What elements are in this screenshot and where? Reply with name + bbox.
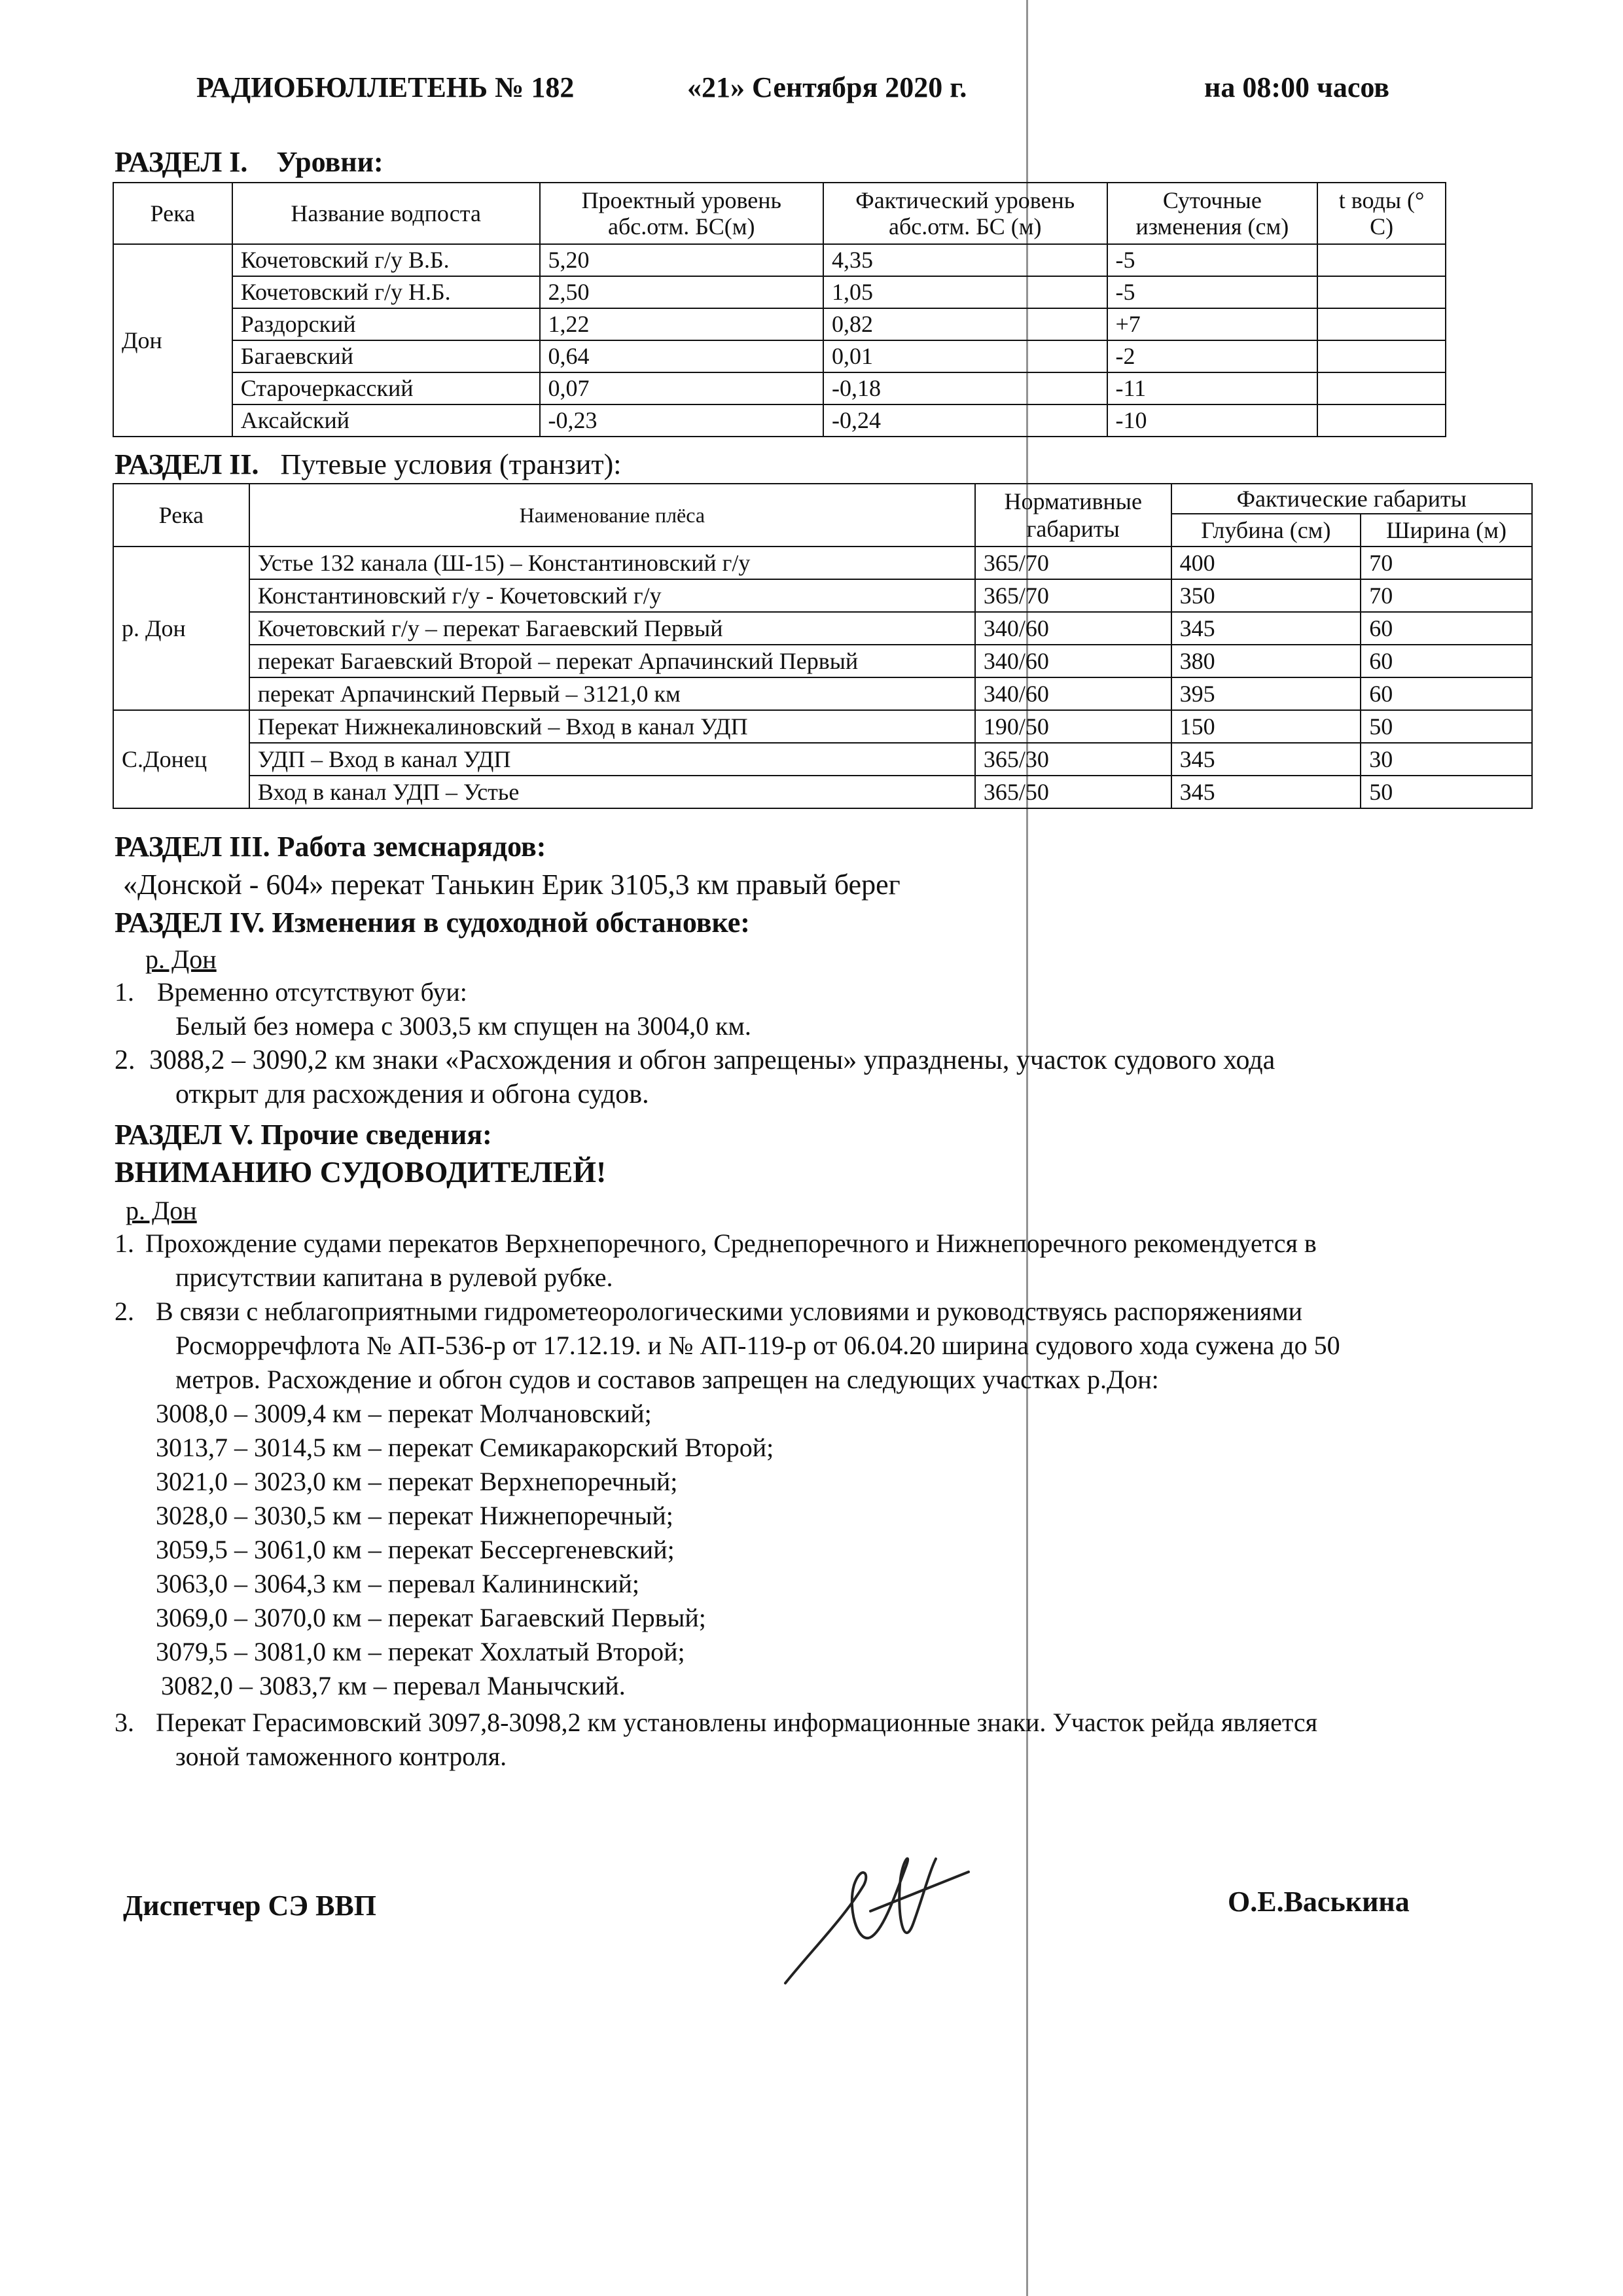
river-cell: С.Донец — [113, 710, 249, 808]
section5-item3-line1: Перекат Герасимовский 3097,8-3098,2 км установлены информационные знаки. Участок рейда является — [156, 1708, 1317, 1737]
depth-cell: 380 — [1171, 645, 1361, 677]
depth-cell: 345 — [1171, 743, 1361, 776]
section2-title: РАЗДЕЛ II. — [115, 448, 259, 480]
section3-title: РАЗДЕЛ III. Работа земснарядов: — [115, 831, 546, 863]
post-cell: Аксайский — [232, 404, 540, 437]
col-header-depth: Глубина (см) — [1171, 514, 1361, 547]
section2-heading — [115, 448, 622, 481]
table-row — [113, 645, 1532, 677]
width-cell: 60 — [1361, 677, 1532, 710]
depth-cell: 350 — [1171, 579, 1361, 612]
section5-item3-num: 3. — [115, 1708, 134, 1737]
design-cell: 5,20 — [540, 244, 823, 276]
temp-cell — [1317, 404, 1446, 437]
stretch-cell: Кочетовский г/у – перекат Багаевский Первый — [249, 612, 975, 645]
section5-item2-line3: метров. Расхождение и обгон судов и составов запрещен на следующих участках р.Дон: — [175, 1365, 1159, 1394]
width-cell: 60 — [1361, 612, 1532, 645]
table-row — [113, 612, 1532, 645]
depth-cell: 345 — [1171, 612, 1361, 645]
design-cell: -0,23 — [540, 404, 823, 437]
segment-line: 3028,0 – 3030,5 км – перекат Нижнепоречный; — [156, 1501, 673, 1530]
section5-item1-num: 1. — [115, 1229, 134, 1258]
stretch-cell: Перекат Нижнекалиновский – Вход в канал УДП — [249, 710, 975, 743]
table-row — [113, 372, 1446, 404]
depth-cell: 395 — [1171, 677, 1361, 710]
section4-item2-line2: открыт для расхождения и обгона судов. — [175, 1079, 649, 1109]
norm-cell: 340/60 — [975, 645, 1171, 677]
temp-cell — [1317, 244, 1446, 276]
col-header-design-level: Проектный уровень абс.отм. БС(м) — [540, 183, 823, 244]
section4-item1-detail: Белый без номера с 3003,5 км спущен на 3004,0 км. — [175, 1011, 751, 1041]
stretch-cell: перекат Арпачинский Первый – 3121,0 км — [249, 677, 975, 710]
post-cell: Багаевский — [232, 340, 540, 372]
actual-cell: 0,01 — [823, 340, 1107, 372]
dispatcher-name: О.Е.Васькина — [1228, 1886, 1410, 1918]
table-row — [113, 743, 1532, 776]
table-row — [113, 340, 1446, 372]
section4-item1-num: 1. — [115, 977, 134, 1007]
post-cell: Кочетовский г/у Н.Б. — [232, 276, 540, 308]
transit-table — [113, 483, 1533, 809]
bulletin-time: на 08:00 часов — [1204, 71, 1390, 103]
actual-cell: 0,82 — [823, 308, 1107, 340]
depth-cell: 345 — [1171, 776, 1361, 808]
change-cell: -5 — [1107, 244, 1318, 276]
design-cell: 0,07 — [540, 372, 823, 404]
segment-line: 3021,0 – 3023,0 км – перекат Верхнепоречный; — [156, 1467, 678, 1496]
actual-cell: -0,18 — [823, 372, 1107, 404]
attention-heading: ВНИМАНИЮ СУДОВОДИТЕЛЕЙ! — [115, 1155, 607, 1189]
norm-cell: 365/30 — [975, 743, 1171, 776]
col-header-daily-change: Суточные изменения (см) — [1107, 183, 1318, 244]
actual-cell: -0,24 — [823, 404, 1107, 437]
table-row — [113, 244, 1446, 276]
section2-subtitle: Путевые условия (транзит): — [280, 448, 622, 480]
section1-heading — [115, 145, 383, 179]
section4-river: р. Дон — [145, 944, 217, 974]
width-cell: 50 — [1361, 776, 1532, 808]
segment-line: 3082,0 – 3083,7 км – перевал Манычский. — [161, 1671, 626, 1700]
col-header-river: Река — [113, 183, 232, 244]
col-header-actual-level: Фактический уровень абс.отм. БС (м) — [823, 183, 1107, 244]
stretch-cell: Константиновский г/у - Кочетовский г/у — [249, 579, 975, 612]
design-cell: 0,64 — [540, 340, 823, 372]
segment-line: 3013,7 – 3014,5 км – перекат Семикаракорский Второй; — [156, 1433, 774, 1462]
table-header-row — [113, 484, 1532, 514]
table-row — [113, 404, 1446, 437]
stretch-cell: Вход в канал УДП – Устье — [249, 776, 975, 808]
stretch-cell: Устье 132 канала (Ш-15) – Константиновский г/у — [249, 547, 975, 579]
section4-item2-num: 2. — [115, 1045, 135, 1075]
temp-cell — [1317, 372, 1446, 404]
col-header-post: Название водпоста — [232, 183, 540, 244]
segment-line: 3069,0 – 3070,0 км – перекат Багаевский Первый; — [156, 1603, 706, 1632]
stretch-cell: УДП – Вход в канал УДП — [249, 743, 975, 776]
section3-text: «Донской - 604» перекат Танькин Ерик 3105,3 км правый берег — [123, 869, 901, 901]
section4-title: РАЗДЕЛ IV. Изменения в судоходной обстановке: — [115, 906, 750, 939]
section5-item2-line2: Росморречфлота № АП-536-р от 17.12.19. и № АП-119-р от 06.04.20 ширина судового хода сужена до 50 — [175, 1331, 1340, 1360]
segment-line: 3059,5 – 3061,0 км – перекат Бессергеневский; — [156, 1535, 675, 1564]
section4-item1: Временно отсутствуют буи: — [157, 977, 467, 1007]
signature-image — [772, 1846, 982, 1996]
col-header-river: Река — [113, 484, 249, 547]
segment-line: 3079,5 – 3081,0 км – перекат Хохлатый Второй; — [156, 1637, 685, 1666]
change-cell: +7 — [1107, 308, 1318, 340]
section1-title: РАЗДЕЛ I. — [115, 146, 248, 178]
norm-cell: 340/60 — [975, 677, 1171, 710]
depth-cell: 150 — [1171, 710, 1361, 743]
temp-cell — [1317, 340, 1446, 372]
width-cell: 60 — [1361, 645, 1532, 677]
segment-line: 3008,0 – 3009,4 км – перекат Молчановский; — [156, 1399, 652, 1428]
post-cell: Кочетовский г/у В.Б. — [232, 244, 540, 276]
width-cell: 50 — [1361, 710, 1532, 743]
col-header-width: Ширина (м) — [1361, 514, 1532, 547]
section5-item1-line1: Прохождение судами перекатов Верхнепоречного, Среднепоречного и Нижнепоречного рекомендуется в — [145, 1229, 1317, 1258]
levels-table — [113, 182, 1446, 437]
width-cell: 70 — [1361, 579, 1532, 612]
norm-cell: 190/50 — [975, 710, 1171, 743]
col-header-actual: Фактические габариты — [1171, 484, 1532, 514]
table-row — [113, 308, 1446, 340]
bulletin-title: РАДИОБЮЛЛЕТЕНЬ № 182 — [196, 71, 575, 103]
width-cell: 70 — [1361, 547, 1532, 579]
col-header-water-temp: t воды (° С) — [1317, 183, 1446, 244]
depth-cell: 400 — [1171, 547, 1361, 579]
change-cell: -10 — [1107, 404, 1318, 437]
table-header-row — [113, 183, 1446, 244]
post-cell: Раздорский — [232, 308, 540, 340]
design-cell: 2,50 — [540, 276, 823, 308]
section5-item2-line1: В связи с неблагоприятными гидрометеорологическими условиями и руководствуясь распоряжениями — [156, 1297, 1303, 1326]
section4-item2-line1: 3088,2 – 3090,2 км знаки «Расхождения и обгон запрещены» упразднены, участок судового хода — [149, 1045, 1275, 1075]
actual-cell: 4,35 — [823, 244, 1107, 276]
change-cell: -5 — [1107, 276, 1318, 308]
norm-cell: 365/50 — [975, 776, 1171, 808]
design-cell: 1,22 — [540, 308, 823, 340]
change-cell: -11 — [1107, 372, 1318, 404]
river-cell: Дон — [113, 244, 232, 437]
section5-item3-line2: зоной таможенного контроля. — [175, 1742, 507, 1771]
segment-line: 3063,0 – 3064,3 км – перевал Калининский; — [156, 1569, 640, 1598]
table-row — [113, 276, 1446, 308]
col-header-normative: Нормативные габариты — [975, 484, 1171, 547]
col-header-stretch: Наименование плёса — [249, 484, 975, 547]
section5-river: р. Дон — [126, 1196, 197, 1225]
actual-cell: 1,05 — [823, 276, 1107, 308]
table-row — [113, 677, 1532, 710]
norm-cell: 340/60 — [975, 612, 1171, 645]
post-cell: Старочеркасский — [232, 372, 540, 404]
table-row — [113, 547, 1532, 579]
section1-subtitle: Уровни: — [276, 146, 383, 178]
section5-item1-line2: присутствии капитана в рулевой рубке. — [175, 1263, 613, 1292]
norm-cell: 365/70 — [975, 579, 1171, 612]
table-row — [113, 710, 1532, 743]
temp-cell — [1317, 276, 1446, 308]
document-header — [196, 71, 1440, 110]
section5-item2-num: 2. — [115, 1297, 134, 1326]
change-cell: -2 — [1107, 340, 1318, 372]
section5-title: РАЗДЕЛ V. Прочие сведения: — [115, 1119, 492, 1151]
dispatcher-position: Диспетчер СЭ ВВП — [123, 1890, 376, 1922]
stretch-cell: перекат Багаевский Второй – перекат Арпачинский Первый — [249, 645, 975, 677]
river-cell: р. Дон — [113, 547, 249, 710]
table-row — [113, 776, 1532, 808]
table-row — [113, 579, 1532, 612]
temp-cell — [1317, 308, 1446, 340]
width-cell: 30 — [1361, 743, 1532, 776]
bulletin-date: «21» Сентября 2020 г. — [687, 71, 967, 103]
norm-cell: 365/70 — [975, 547, 1171, 579]
